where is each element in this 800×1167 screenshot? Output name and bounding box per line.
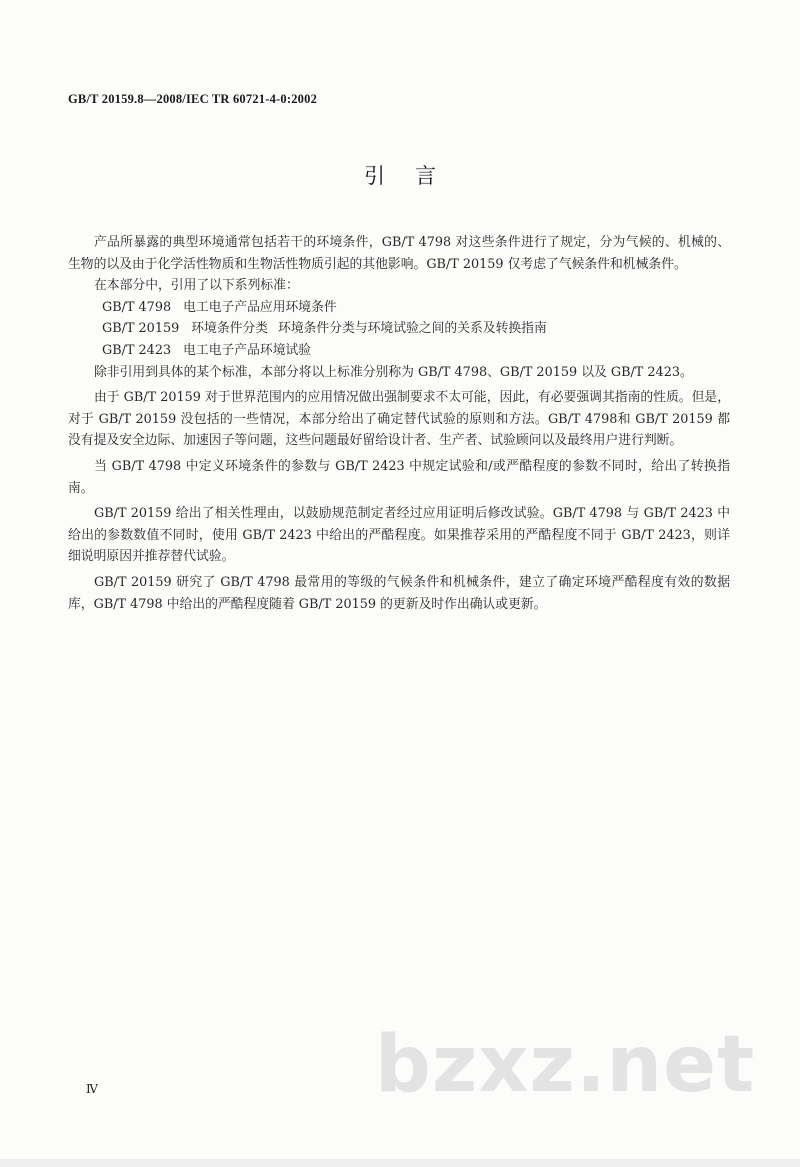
reference-title: 电工电子产品应用环境条件 — [183, 299, 337, 315]
paragraph-database: GB/T 20159 研究了 GB/T 4798 最常用的等级的气候条件和机械条件，建立了确定环境严酷程度有效的数据库，GB/T 4798 中给出的严酷程度随着 GB/T 20159 的更新及时作出确认或更新。 — [68, 574, 730, 612]
reference-code: GB/T 4798 — [102, 299, 172, 315]
paragraph-conversion: 当 GB/T 4798 中定义环境条件的参数与 GB/T 2423 中规定试验和/或严酷程度的参数不同时，给出了转换指南。 — [68, 458, 730, 496]
page-bottom-edge — [0, 1159, 800, 1167]
paragraph-guidance-nature: 由于 GB/T 20159 对于世界范围内的应用情况做出强制要求不太可能，因此，有必要强调其指南的性质。但是，对于 GB/T 20159 没包括的一些情况，本部分给出了确定替代试验的原则和方法。GB/T 4798和 GB/T 20159 都没有提及安全边际、加速因子等问题，这些问题最好留给设计者、生产者、试验顾问以及最终用户进行判断。 — [68, 390, 730, 449]
reference-item — [68, 318, 730, 340]
reference-code: GB/T 20159 — [102, 321, 180, 337]
paragraph-scope: 产品所暴露的典型环境通常包括若干的环境条件，GB/T 4798 对这些条件进行了规定，分为气候的、机械的、生物的以及由于化学活性物质和生物活性物质引起的其他影响。GB/T 20159 仅考虑了气候条件和机械条件。 — [68, 235, 730, 272]
watermark-logo: bzxz.net — [375, 1020, 756, 1110]
reference-title: 环境条件分类 — [191, 321, 269, 337]
body-text — [68, 232, 730, 615]
standard-number-header: GB/T 20159.8—2008/IEC TR 60721-4-0:2002 — [68, 92, 318, 106]
paragraph-references-intro: 在本部分中，引用了以下系列标准： — [94, 278, 299, 294]
reference-item — [68, 340, 730, 362]
paragraph-justification: GB/T 20159 给出了相关性理由，以鼓励规范制定者经过应用证明后修改试验。GB/T 4798 与 GB/T 2423 中给出的参数数值不同时，使用 GB/T 2423 中给出的严酷程度。如果推荐采用的严酷程度不同于 GB/T 2423，则详细说明原因并推荐替代试验。 — [68, 506, 730, 565]
page-number: Ⅳ — [86, 1082, 98, 1096]
reference-subtitle: 环境条件分类与环境试验之间的关系及转换指南 — [278, 321, 547, 337]
paragraph-naming: 除非引用到具体的某个标准，本部分将以上标准分别称为 GB/T 4798、GB/T 20159 以及 GB/T 2423。 — [94, 364, 693, 380]
reference-item — [68, 297, 730, 319]
section-title: 引言 — [364, 164, 466, 188]
reference-title: 电工电子产品环境试验 — [183, 342, 312, 358]
reference-code: GB/T 2423 — [102, 342, 172, 358]
